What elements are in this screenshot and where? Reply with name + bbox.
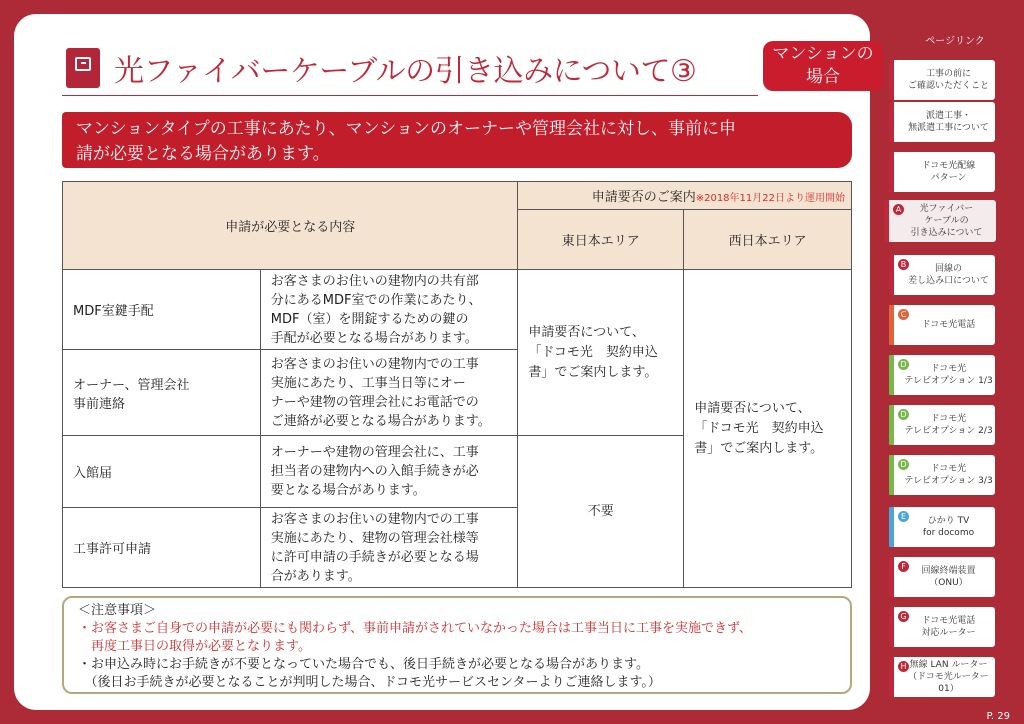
row-desc: お客さまのお住いの建物内での工事 実施にあたり、工事当日等にオー ナーや建物の管理会社にお電話での ご連絡が必要となる場合があります。: [260, 350, 518, 436]
section-icon: [66, 48, 100, 88]
sidebar-link-label: ドコモ光 テレビオプション 3/3: [904, 464, 993, 486]
sidebar-link-8[interactable]: [889, 405, 995, 445]
title-underline: [62, 95, 758, 96]
sidebar-link-label: ひかり TV for docomo: [922, 516, 975, 538]
page-number: P. 29: [986, 711, 1010, 722]
sidebar-link-label: 派遣工事・ 無派遣工事について: [908, 111, 989, 133]
sidebar-letter-badge: F: [898, 561, 909, 572]
sidebar-link-5[interactable]: [889, 255, 995, 295]
sidebar-letter-badge: D: [898, 459, 909, 470]
header-group-note: ※2018年11月22日より運用開始: [695, 193, 845, 204]
row-name: 工事許可申請: [63, 508, 261, 588]
sidebar-link-2[interactable]: [889, 102, 995, 142]
sidebar-link-label: 工事の前に ご確認いただくこと: [907, 69, 989, 91]
sidebar-link-6[interactable]: [889, 305, 995, 345]
east-response: 申請要否について、 「ドコモ光 契約申込 書」でご案内します。: [518, 270, 684, 436]
sidebar-letter-badge: B: [898, 259, 909, 270]
tag-line-2: 場合: [806, 67, 840, 87]
sidebar-link-label: 回線の 差し込み口について: [908, 264, 989, 286]
sidebar-link-7[interactable]: [889, 355, 995, 395]
sidebar-link-label: 無線 LAN ルーター （ドコモ光ルーター 01）: [908, 660, 989, 694]
sidebar-letter-badge: H: [898, 661, 909, 672]
sidebar-link-label: ドコモ光 テレビオプション 1/3: [904, 364, 993, 386]
banner-line-2: 請が必要となる場合があります。: [76, 144, 330, 164]
sidebar-letter-badge: E: [898, 511, 909, 522]
sidebar-letter-badge: D: [898, 409, 909, 420]
page-title: 光ファイバーケーブルの引き込みについて③: [114, 54, 697, 89]
sidebar-link-4[interactable]: [884, 200, 996, 242]
sidebar-link-1[interactable]: [889, 60, 995, 100]
sidebar-letter-badge: A: [893, 204, 904, 215]
sidebar-letter-badge: G: [898, 611, 909, 622]
sidebar-letter-badge: C: [898, 309, 909, 320]
row-name: MDF室鍵手配: [63, 270, 261, 350]
sidebar-link-13[interactable]: [889, 657, 995, 697]
row-desc: お客さまのお住いの建物内での工事 実施にあたり、建物の管理会社様等 に許可申請の手続きが必要となる場 合があります。: [260, 508, 518, 588]
note-item-2: ・お申込み時にお手続きが不要となっていた場合でも、後日手続きが必要となる場合があります。: [78, 657, 649, 672]
sidebar-link-9[interactable]: [889, 455, 995, 495]
row-name: 入館届: [63, 436, 261, 508]
header-group: 申請要否のご案内※2018年11月22日より運用開始: [518, 182, 852, 210]
notes-box: [62, 596, 852, 694]
header-east: 東日本エリア: [518, 210, 684, 270]
west-response: 申請要否について、 「ドコモ光 契約申込 書」でご案内します。: [684, 270, 852, 588]
row-desc: オーナーや建物の管理会社に、工事 担当者の建物内への入館手続きが必 要となる場合があります。: [260, 436, 518, 508]
notes-heading: ＜注意事項＞: [78, 603, 157, 618]
sidebar-link-11[interactable]: [889, 557, 995, 597]
note-item-1-cont: 再度工事日の取得が必要となります。: [78, 639, 311, 654]
sidebar-link-12[interactable]: [889, 607, 995, 647]
sidebar-link-label: ドコモ光電話: [921, 320, 976, 330]
row-desc: お客さまのお住いの建物内の共有部 分にあるMDF室での作業にあたり、 MDF（室）を開錠するための鍵の 手配が必要となる場合があります。: [260, 270, 518, 350]
sidebar-link-label: ドコモ光 テレビオプション 2/3: [904, 414, 993, 436]
table-row: [63, 270, 852, 350]
row-name: オーナー、管理会社 事前連絡: [63, 350, 261, 436]
sidebar-title: ページリンク: [925, 36, 985, 47]
east-not-required: 不要: [518, 436, 684, 588]
sidebar-link-label: ドコモ光電話 対応ルーター: [921, 616, 976, 638]
application-table: [62, 181, 852, 588]
header-west: 西日本エリア: [684, 210, 852, 270]
note-item-1: ・お客さまご自身での申請が必要にも関わらず、事前申請がされていなかった場合は工事当日に工事を実施できず、: [78, 621, 752, 636]
sidebar-link-3[interactable]: [889, 152, 995, 192]
note-item-2-cont: （後日お手続きが必要となることが判明した場合、ドコモ光サービスセンターよりご連絡します。）: [78, 675, 661, 690]
intro-banner: [62, 112, 852, 168]
tag-line-1: マンションの: [772, 44, 874, 64]
banner-line-1: マンションタイプの工事にあたり、マンションのオーナーや管理会社に対し、事前に申: [76, 119, 736, 139]
sidebar-link-10[interactable]: [889, 507, 995, 547]
sidebar-link-label: 光ファイバー ケーブルの 引き込みについて: [910, 204, 983, 238]
sidebar-link-label: 回線終端装置 （ONU）: [921, 566, 976, 588]
header-content: 申請が必要となる内容: [63, 182, 518, 270]
sidebar-link-label: ドコモ光配線 パターン: [921, 161, 976, 183]
sidebar-letter-badge: D: [898, 359, 909, 370]
mansion-tag: [763, 41, 883, 91]
